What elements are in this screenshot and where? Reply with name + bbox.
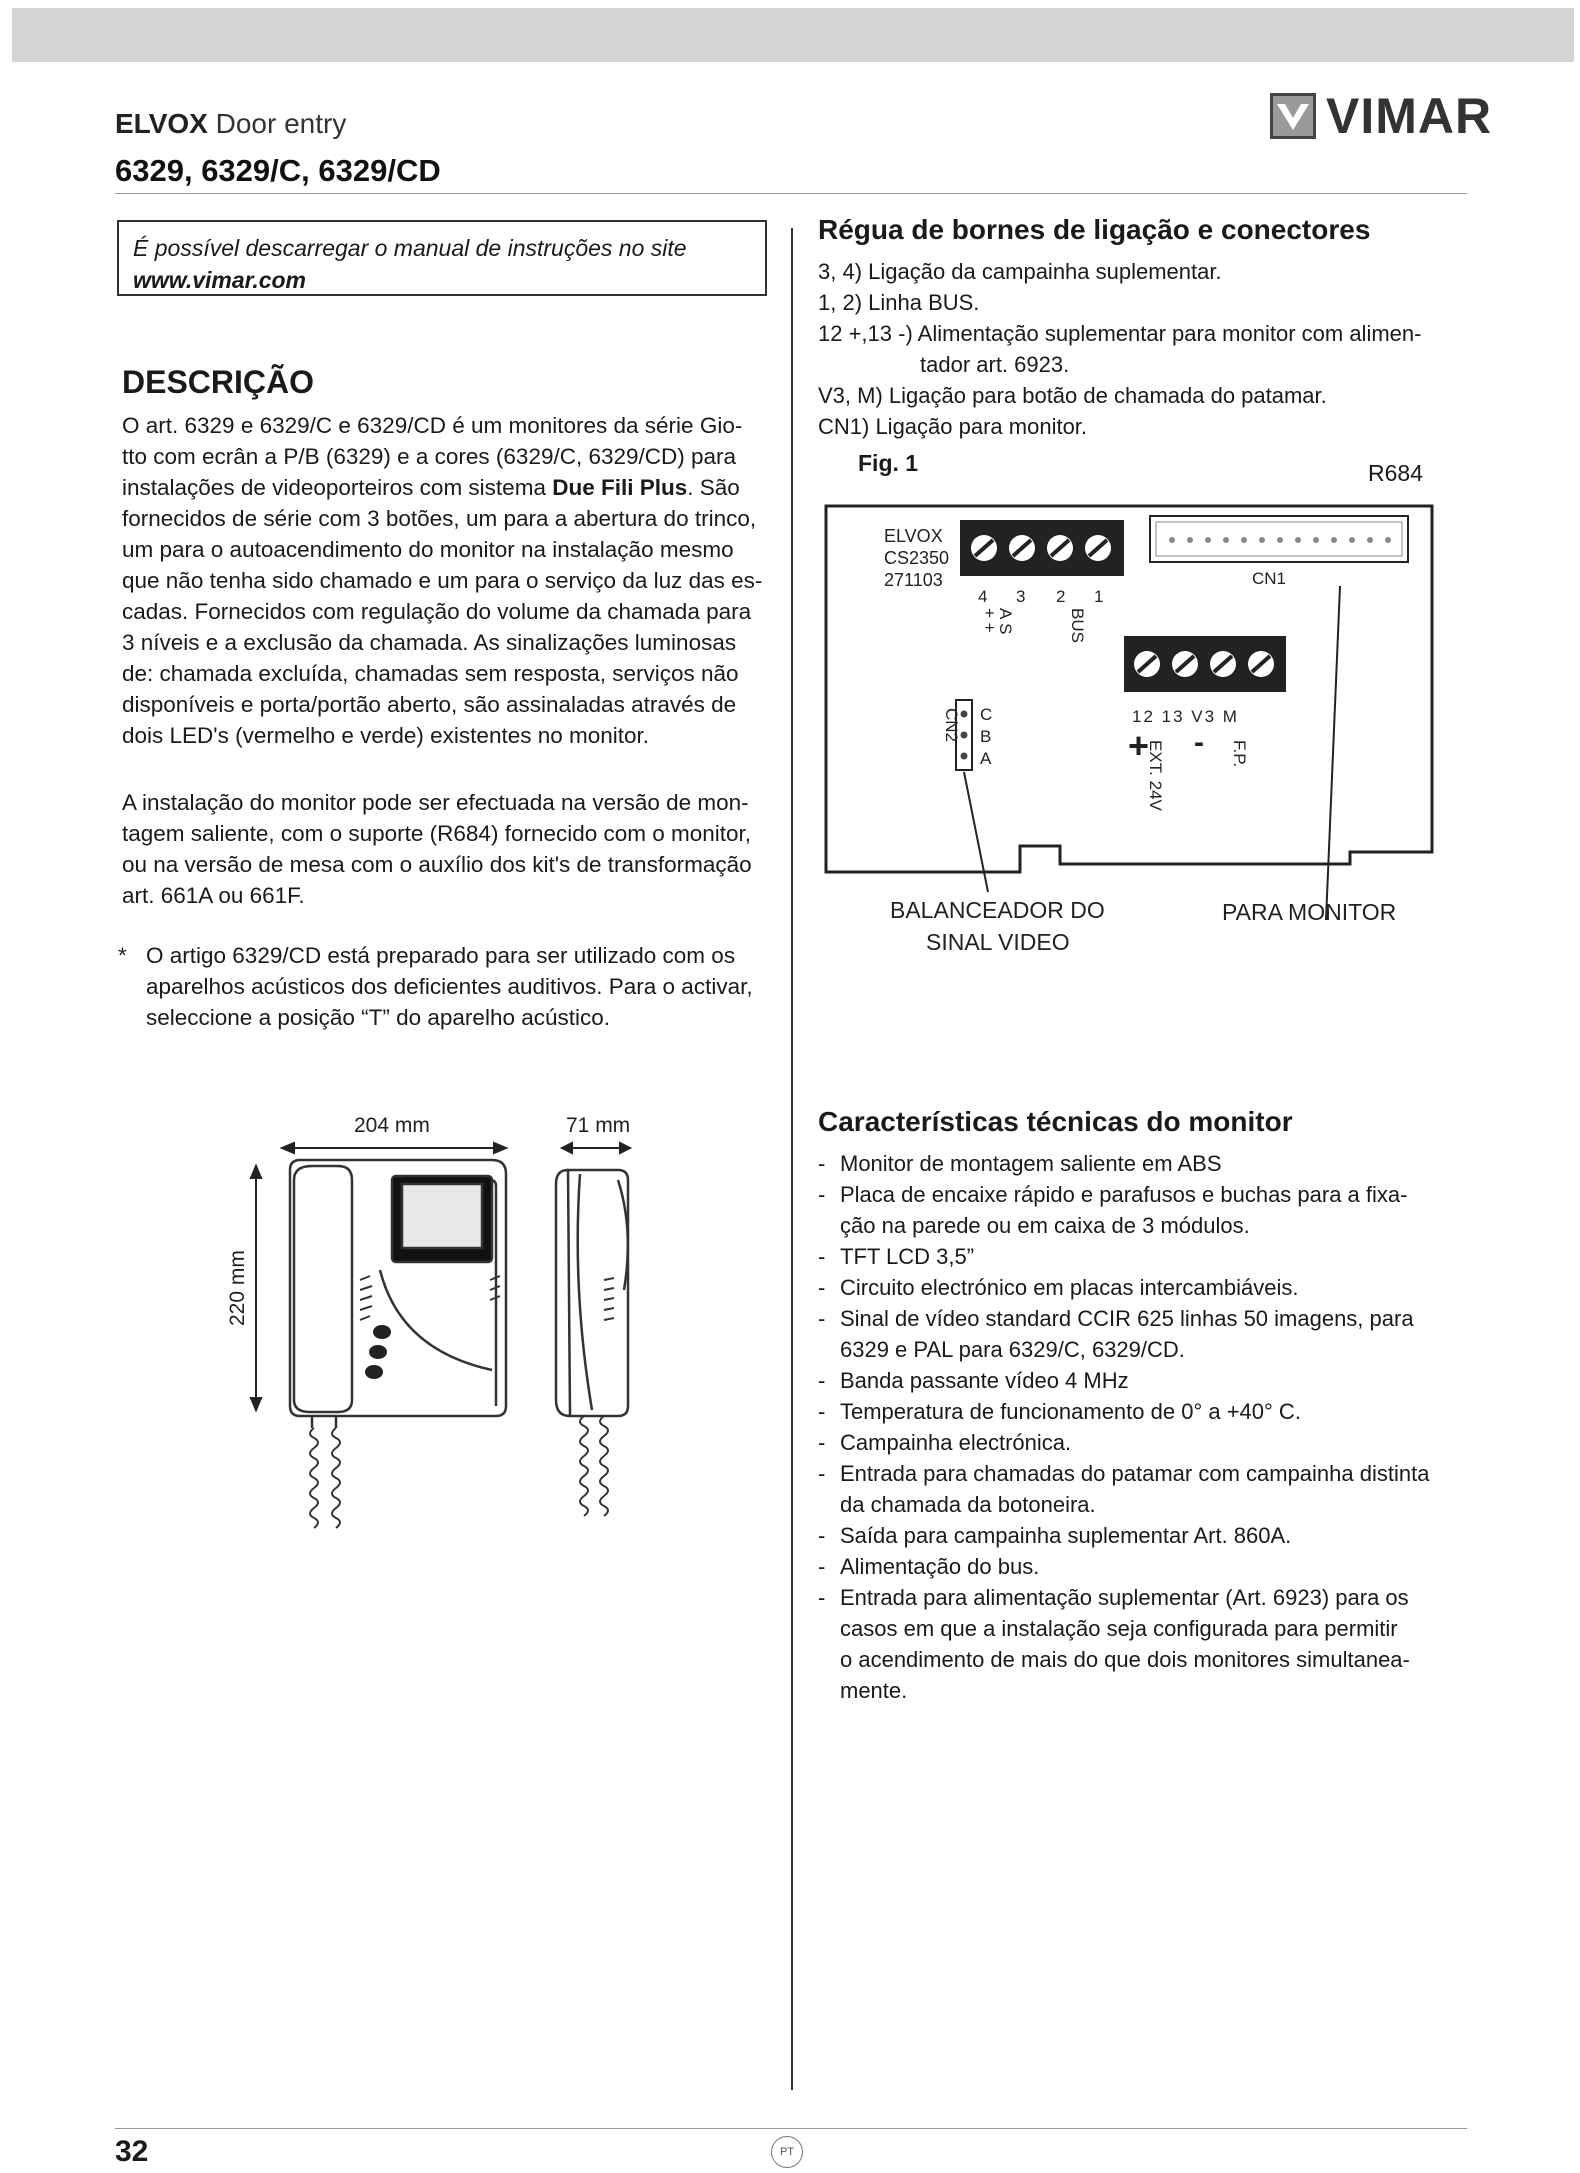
text-line: fornecidos de série com 3 botões, um para a abertura do trinco, [122, 506, 757, 531]
text-line: aparelhos acústicos dos deficientes auditivos. Para o activar, [146, 974, 753, 999]
terminal-num-4: 4 [978, 587, 988, 606]
text-line: de: chamada excluída, chamadas sem resposta, serviços não [122, 661, 739, 686]
terminal-row: 3, 4) Ligação da campainha suplementar. [818, 259, 1222, 284]
spec-item: - Sinal de vídeo standard CCIR 625 linhas 50 imagens, para 6329 e PAL para 6329/C, 6329/CD. [818, 1303, 1478, 1365]
column-divider [791, 228, 793, 2090]
spec-item: - Alimentação do bus. [818, 1551, 1478, 1582]
terminal-num-3: 3 [1016, 587, 1026, 606]
text-line: 3 níveis e a exclusão da chamada. As sinalizações luminosas [122, 630, 737, 655]
spec-item: - Campainha electrónica. [818, 1427, 1478, 1458]
depth-dimension: 71 mm [566, 1114, 631, 1137]
monitor-side-view [556, 1170, 628, 1416]
star-mark: * [118, 943, 127, 968]
circuit-board-diagram [820, 500, 1460, 970]
terminals-heading: Régua de bornes de ligação e conectores [818, 214, 1371, 245]
bus-label: BUS [1068, 608, 1087, 643]
spec-item: - Entrada para alimentação suplementar (Art. 6923) para os casos em que a instalação seja configurada para permitir o acendimento de mais do que dois monitores simultanea- mente. [818, 1582, 1478, 1706]
text-line: cadas. Fornecidos com regulação do volume da chamada para [122, 599, 752, 624]
download-note [117, 220, 767, 296]
side-grille [604, 1278, 614, 1320]
page-number: 32 [115, 2135, 149, 2168]
figure-label: Fig. 1 [858, 450, 919, 476]
text-line: art. 661A ou 661F. [122, 883, 305, 908]
text-run: instalações de videoporteiros com sistema [122, 475, 546, 500]
handset-cord [310, 1428, 340, 1528]
cn1-connector [1150, 516, 1408, 588]
spec-item: - Banda passante vídeo 4 MHz [818, 1365, 1478, 1396]
cn2-connector [942, 700, 992, 770]
plus-sign: + [1128, 725, 1150, 766]
as-label: A S [996, 608, 1015, 635]
brand-line [115, 108, 346, 140]
note-text: É possível descarregar o manual de instruções no site [133, 235, 687, 261]
description-paragraph-2 [122, 787, 772, 911]
spec-item: - TFT LCD 3,5” [818, 1241, 1478, 1272]
text-line: tto com ecrân a P/B (6329) e a cores (6329/C, 6329/CD) para [122, 444, 737, 469]
text-line: tagem saliente, com o suporte (R684) fornecido com o monitor, [122, 821, 752, 846]
text-line: ou na versão de mesa com o auxílio dos kit's de transformação [122, 852, 752, 877]
text-line: O artigo 6329/CD está preparado para ser utilizado com os [146, 943, 736, 968]
fp-label: F.P. [1230, 740, 1249, 768]
specs-list [818, 1148, 1478, 1706]
cn1-label: CN1 [1252, 569, 1287, 588]
spec-item: - Monitor de montagem saliente em ABS [818, 1148, 1478, 1179]
system-name: Due Fili Plus [552, 475, 688, 500]
description-heading: DESCRIÇÃO [122, 364, 315, 400]
top-gray-band [12, 8, 1574, 62]
balanceador-label-2: SINAL VIDEO [926, 929, 1070, 955]
vimar-logo [1270, 88, 1493, 144]
spec-item: - Temperatura de funcionamento de 0° a +40° C. [818, 1396, 1478, 1427]
height-dimension: 220 mm [226, 1250, 249, 1326]
board-number: 271103 [884, 570, 943, 590]
cn2-label: CN2 [942, 708, 961, 743]
speaker-grille [360, 1276, 500, 1320]
spec-item: - Saída para campainha suplementar Art. 860A. [818, 1520, 1478, 1551]
balanceador-leader [964, 772, 988, 892]
top-terminal-block [960, 520, 1124, 576]
minus-sign: - [1194, 726, 1204, 759]
text-line: que não tenha sido chamado e um para o serviço da luz das es- [122, 568, 763, 593]
monitor-front-view [290, 1160, 506, 1428]
terminal-num-2: 2 [1056, 587, 1066, 606]
description-paragraph-3 [146, 940, 776, 1033]
brand-name: ELVOX [115, 108, 208, 139]
text-line: um para o autoacendimento do monitor na instalação mesmo [122, 537, 734, 562]
monitor-buttons [365, 1325, 391, 1379]
terminal-row: V3, M) Ligação para botão de chamada do patamar. [818, 383, 1327, 408]
text-line: O art. 6329 e 6329/C e 6329/CD é um monitores da série Gio- [122, 413, 743, 438]
terminals-list [818, 256, 1478, 442]
pin-a: A [980, 749, 992, 768]
ext-24v-label: EXT. 24V [1146, 740, 1165, 811]
description-paragraph-1 [122, 410, 772, 751]
footer-rule [115, 2128, 1467, 2129]
plus-marks: + + [980, 608, 999, 633]
spec-item: - Entrada para chamadas do patamar com campainha distinta da chamada da botoneira. [818, 1458, 1478, 1520]
brand-subtitle: Door entry [215, 108, 347, 139]
bottom-terminal-block [1124, 636, 1286, 692]
monitor-dimension-drawing [220, 1110, 670, 1550]
monitor-leader [1326, 586, 1340, 920]
terminal-num-1: 1 [1094, 587, 1104, 606]
text-line: A instalação do monitor pode ser efectuada na versão de mon- [122, 790, 749, 815]
specs-heading: Características técnicas do monitor [818, 1106, 1293, 1137]
terminal-row: 12 +,13 -) Alimentação suplementar para monitor com alimen- [818, 321, 1422, 346]
vimar-logo-text: VIMAR [1326, 88, 1493, 144]
vimar-logo-icon [1270, 93, 1316, 139]
model-title: 6329, 6329/C, 6329/CD [115, 153, 441, 188]
text-run: . São [687, 475, 740, 500]
bottom-terminal-nums: 12 13 V3 M [1132, 707, 1239, 726]
text-line [122, 472, 772, 503]
board-brand: ELVOX [884, 526, 943, 546]
spec-item: - Circuito electrónico em placas intercambiáveis. [818, 1272, 1478, 1303]
pin-b: B [980, 727, 992, 746]
terminal-row: CN1) Ligação para monitor. [818, 414, 1088, 439]
board-code: CS2350 [884, 548, 950, 568]
spec-item: - Placa de encaixe rápido e parafusos e buchas para a fixa- ção na parede ou em caixa de 3 módulos. [818, 1179, 1478, 1241]
text-line: seleccione a posição “T” do aparelho acústico. [146, 1005, 611, 1030]
text-line: disponíveis e porta/portão aberto, são assinaladas através de [122, 692, 737, 717]
para-monitor-label: PARA MONITOR [1222, 899, 1397, 925]
terminal-row: 1, 2) Linha BUS. [818, 290, 980, 315]
language-badge: PT [771, 2136, 803, 2168]
board-id-text [884, 526, 949, 590]
side-cord [580, 1416, 608, 1516]
note-link[interactable]: www.vimar.com [133, 267, 306, 293]
balanceador-label-1: BALANCEADOR DO [890, 897, 1105, 923]
terminal-row: tador art. 6923. [920, 352, 1070, 377]
width-dimension: 204 mm [354, 1114, 430, 1137]
header-rule [115, 193, 1467, 194]
text-line: dois LED's (vermelho e verde) existentes no monitor. [122, 723, 650, 748]
pin-c: C [980, 705, 993, 724]
bracket-code: R684 [1368, 460, 1423, 486]
